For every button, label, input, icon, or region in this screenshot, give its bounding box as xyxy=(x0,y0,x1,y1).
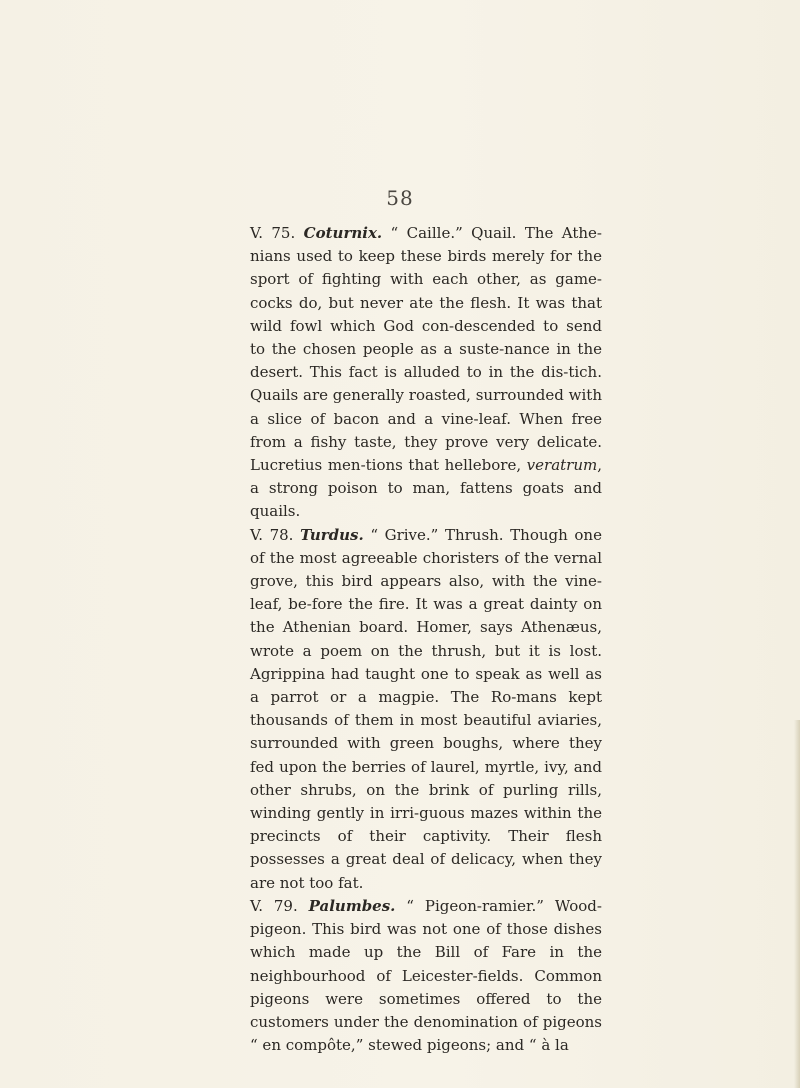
paragraph-palumbes xyxy=(250,895,602,1057)
paragraph-text: “ Grive.” Thrush. Though one of the most agreeable choristers of the vernal grove, this bird appears also, with the vine-leaf, be-fore the fire. It was a great dainty on the Athenian board. Homer, says Athenæus, wrote a poem on the thrush, but it is lost. Agrippina had taught one to speak as well as a parrot or a magpie. The Ro-mans kept thousands of them in most beautiful aviaries, surrounded with green boughs, where they fed upon the berries of laurel, myrtle, ivy, and other shrubs, on the brink of purling rills, winding gently in irri-guous mazes within the precincts of their captivity. Their flesh possesses a great deal of delicacy, when they are not too fat. xyxy=(250,525,602,892)
page-number: 58 xyxy=(386,186,414,210)
page-text xyxy=(250,222,602,1057)
verse-reference: V. 79. xyxy=(250,896,298,915)
italic-term: veratrum xyxy=(526,456,598,475)
verse-reference: V. 78. xyxy=(250,525,294,544)
paragraph-turdus xyxy=(250,524,602,895)
paragraph-text: “ Pigeon-ramier.” Wood-pigeon. This bird was not one of those dishes which made up the Bill of Fare in the neighbourhood of Leicester-fields. Common pigeons were sometimes offered to the customers under the denomination of pigeons “ en compôte,” stewed pigeons; and “ à la xyxy=(250,896,602,1055)
paragraph-text: “ Caille.” Quail. The Athe-nians used to keep these birds merely for the sport of fighting with each other, as game-cocks do, but never ate the flesh. It was that wild fowl which God con-descended to send to the chosen people as a suste-nance in the desert. This fact is alluded to in the dis-tich. Quails are generally roasted, surrounded with a slice of bacon and a vine-leaf. When free from a fishy taste, they prove very delicate. Lucretius men-tions that hellebore, xyxy=(250,224,602,475)
latin-name: Turdus. xyxy=(300,525,364,544)
latin-name: Palumbes. xyxy=(308,896,396,915)
paragraph-text-continued: , a strong poison to man, fattens goats and quails. xyxy=(250,456,602,521)
latin-name: Coturnix. xyxy=(303,224,383,242)
paragraph-coturnix xyxy=(250,222,602,524)
page-edge-shadow xyxy=(794,720,800,1088)
verse-reference: V. 75. xyxy=(250,224,296,242)
